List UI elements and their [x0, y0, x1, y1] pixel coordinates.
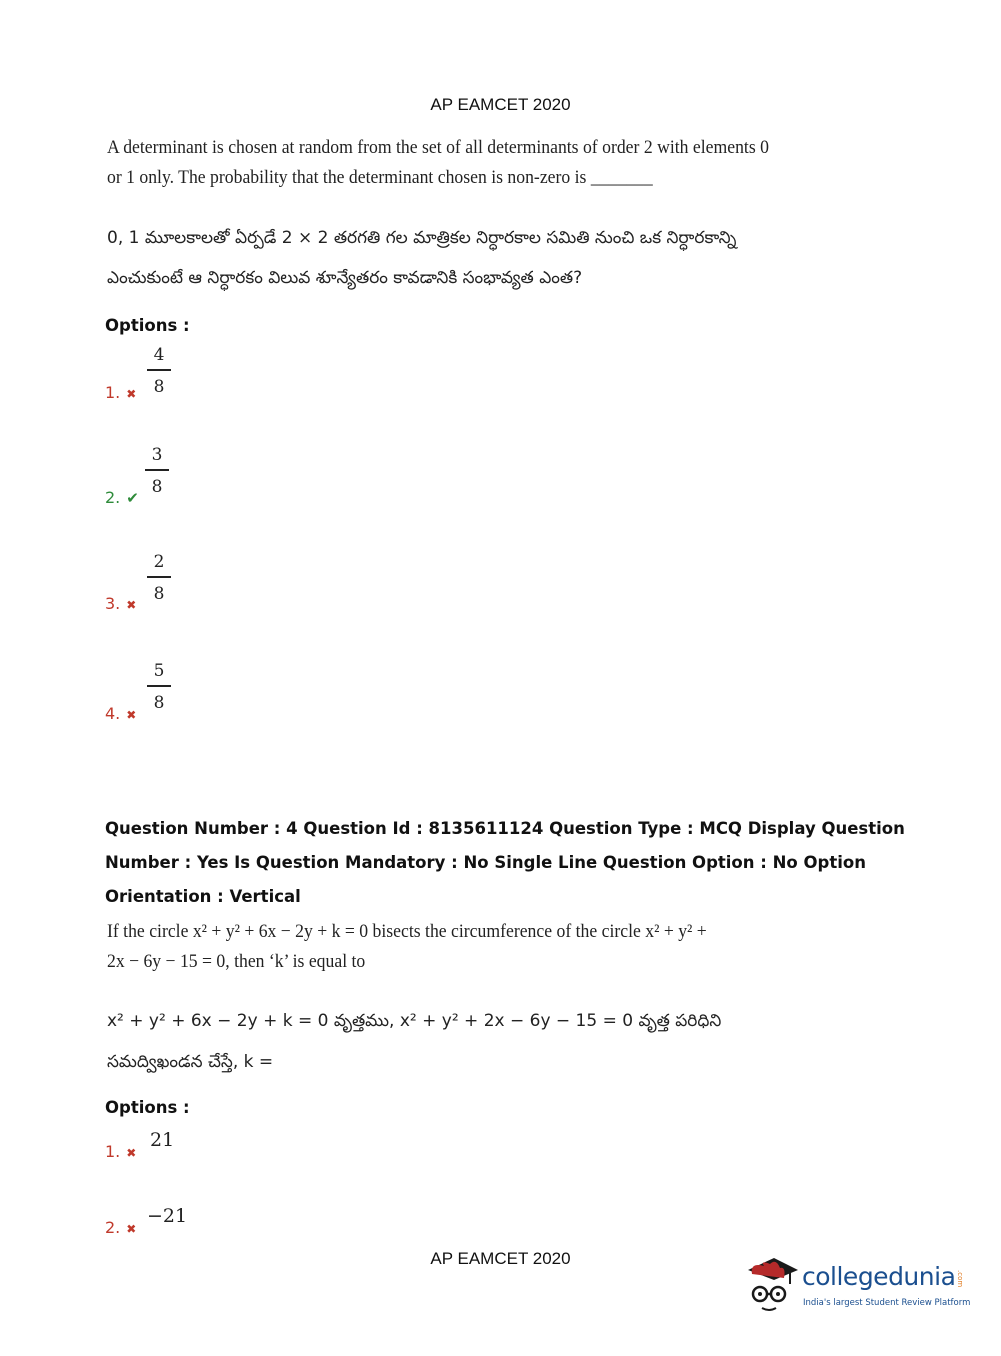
logo-suffix: .com — [956, 1270, 964, 1288]
q3-english-line-1: A determinant is chosen at random from the set of all determinants of order 2 with elements 0 — [107, 137, 769, 158]
q3-option-1-fraction — [147, 343, 171, 399]
fraction-bar — [147, 685, 171, 687]
q4-options-label: Options : — [105, 1098, 190, 1117]
q3-telugu-line-2: ఎంచుకుంటే ఆ నిర్ధారకం విలువ శూన్యేతరం కావడానికి సంభావ్యత ఎంత? — [107, 268, 583, 288]
q3-telugu-line-1: 0, 1 మూలకాలతో ఏర్పడే 2 × 2 తరగతి గల మాత్రికల నిర్ధారకాల సమితి నుంచి ఒక నిర్ధారకాన్ని — [107, 228, 737, 248]
fraction-bar — [145, 469, 169, 471]
check-icon: ✔ — [126, 489, 139, 507]
wrong-icon: ✖ — [126, 1222, 137, 1236]
q4-option-1-value: 21 — [150, 1129, 175, 1151]
q4-telugu-line-2: సమద్విఖండన చేస్తే, k = — [107, 1052, 274, 1072]
page-footer: AP EAMCET 2020 — [430, 1249, 571, 1268]
option-number: 3. — [105, 594, 121, 613]
q3-option-4-fraction — [147, 659, 171, 715]
logo-wordmark: collegedunia — [802, 1262, 956, 1291]
wrong-icon: ✖ — [126, 598, 137, 612]
q4-option-2[interactable] — [105, 1218, 136, 1237]
denominator: 8 — [153, 377, 165, 397]
numerator: 2 — [153, 552, 165, 572]
fraction-bar — [147, 369, 171, 371]
q3-option-3-fraction — [147, 550, 171, 606]
mascot-icon — [740, 1252, 800, 1312]
option-number: 1. — [105, 383, 121, 402]
denominator: 8 — [151, 477, 163, 497]
q3-option-1[interactable] — [105, 383, 136, 402]
q3-option-4[interactable] — [105, 704, 136, 723]
q3-option-2-fraction — [145, 443, 169, 499]
numerator: 3 — [151, 445, 163, 465]
wrong-icon: ✖ — [126, 387, 137, 401]
collegedunia-logo[interactable] — [740, 1248, 970, 1316]
fraction-bar — [147, 576, 171, 578]
q4-english-line-2: 2x − 6y − 15 = 0, then ‘k’ is equal to — [107, 951, 366, 972]
logo-tagline: India's largest Student Review Platform — [803, 1298, 971, 1308]
numerator: 4 — [153, 345, 165, 365]
option-number: 1. — [105, 1142, 121, 1161]
wrong-icon: ✖ — [126, 1146, 137, 1160]
q4-meta-line-3: Orientation : Vertical — [105, 887, 301, 906]
q4-option-2-value: −21 — [147, 1205, 188, 1227]
q3-option-3[interactable] — [105, 594, 136, 613]
option-number: 2. — [105, 488, 121, 507]
denominator: 8 — [153, 584, 165, 604]
q4-meta-line-1: Question Number : 4 Question Id : 8135611124 Question Type : MCQ Display Question — [105, 819, 905, 838]
q4-telugu-line-1: x² + y² + 6x − 2y + k = 0 వృత్తము, x² + y² + 2x − 6y − 15 = 0 వృత్త పరిధిని — [107, 1011, 722, 1031]
q3-english-line-2: or 1 only. The probability that the determinant chosen is non-zero is _______ — [107, 167, 653, 188]
wrong-icon: ✖ — [126, 708, 137, 722]
q4-english-line-1: If the circle x² + y² + 6x − 2y + k = 0 bisects the circumference of the circle x² + y² + — [107, 921, 707, 942]
q4-option-1[interactable] — [105, 1142, 136, 1161]
option-number: 4. — [105, 704, 121, 723]
page-header: AP EAMCET 2020 — [430, 95, 571, 114]
denominator: 8 — [153, 693, 165, 713]
q3-option-2[interactable] — [105, 488, 139, 507]
numerator: 5 — [153, 661, 165, 681]
option-number: 2. — [105, 1218, 121, 1237]
q4-meta-line-2: Number : Yes Is Question Mandatory : No Single Line Question Option : No Option — [105, 853, 866, 872]
q3-options-label: Options : — [105, 316, 190, 335]
